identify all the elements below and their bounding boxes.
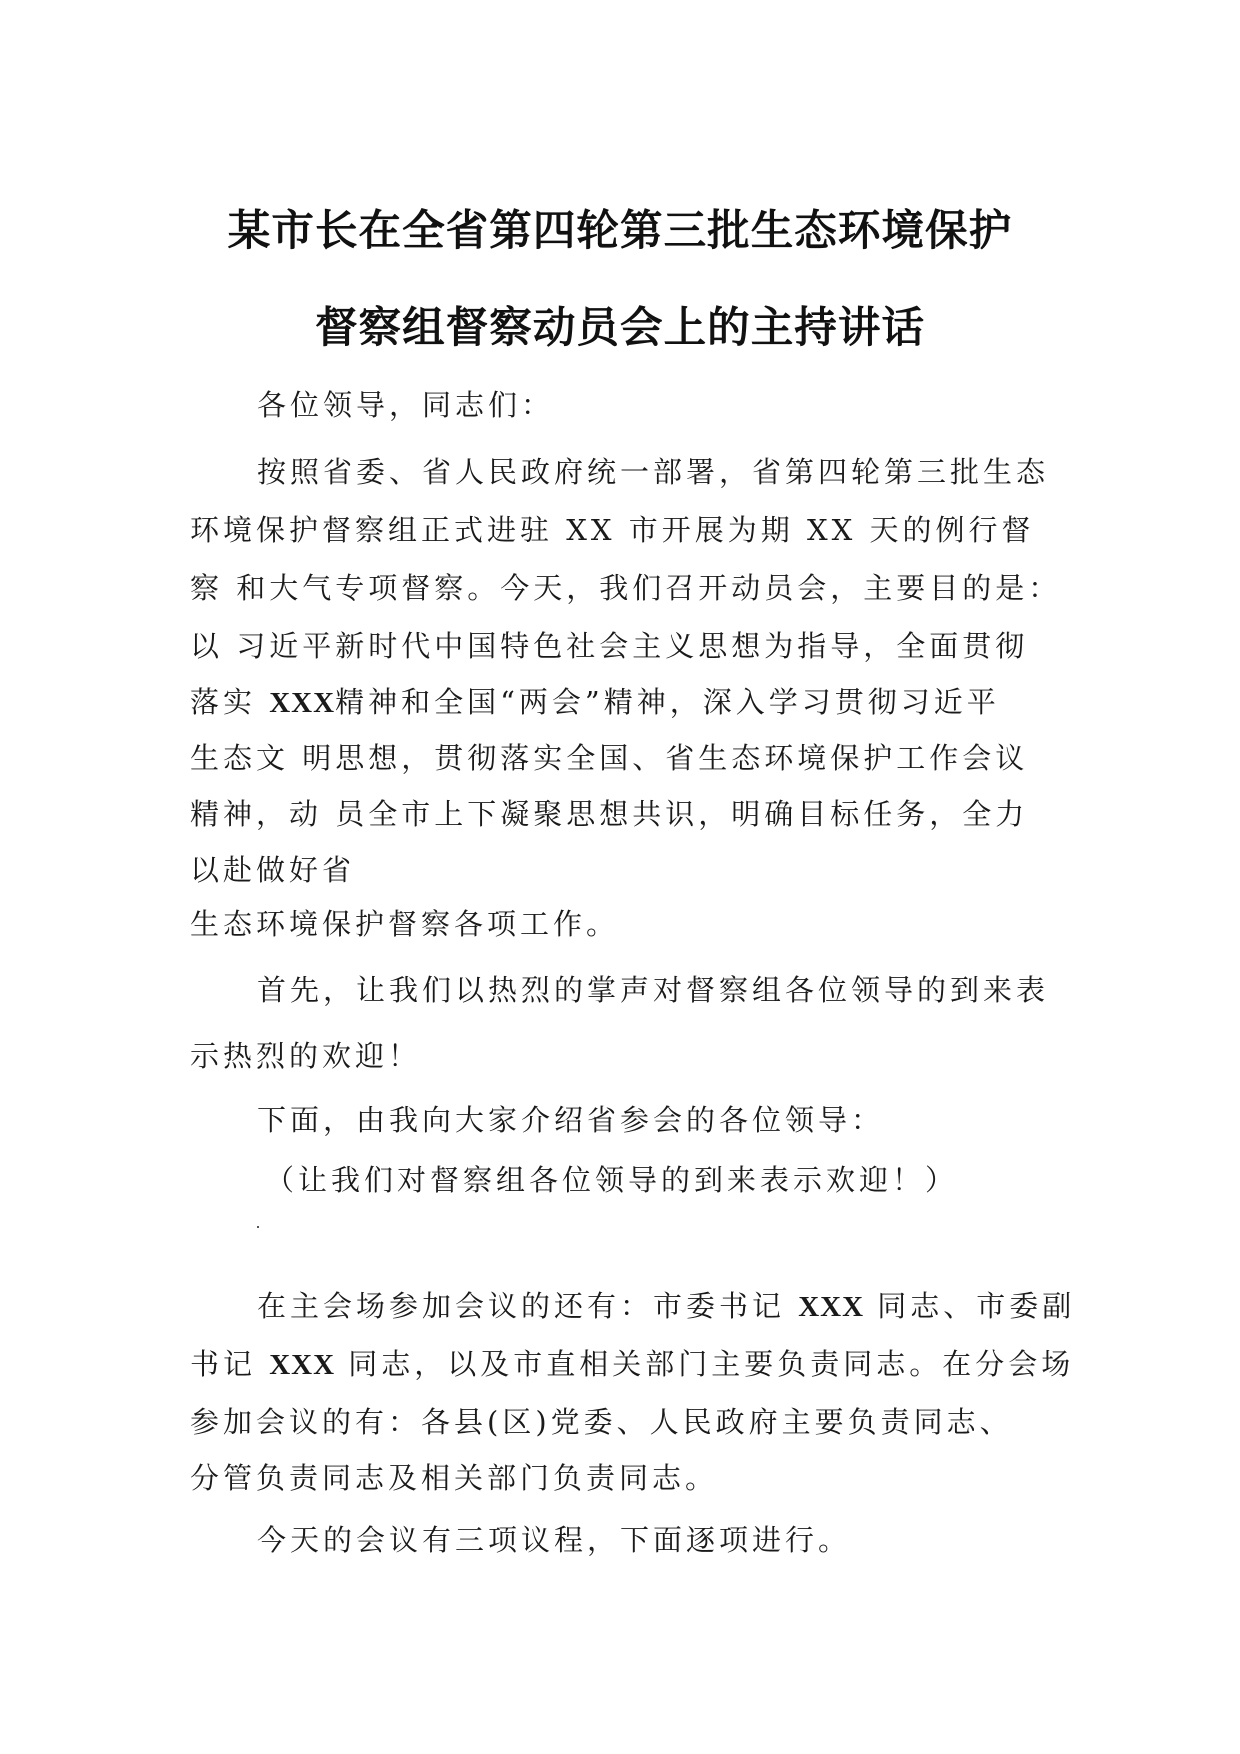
paragraph-line: 下面，由我向大家介绍省参会的各位领导： bbox=[257, 1103, 885, 1137]
text-segment: 同志、市委副 bbox=[864, 1289, 1076, 1323]
parenthetical-note: （让我们对督察组各位领导的到来表示欢迎！） bbox=[265, 1163, 959, 1197]
paragraph-line: 今天的会议有三项议程，下面逐项进行。 bbox=[257, 1523, 852, 1557]
document-title-line-2: 督察组督察动员会上的主持讲话 bbox=[314, 303, 926, 353]
document-title-line-1: 某市长在全省第四轮第三批生态环境保护 bbox=[227, 206, 1013, 256]
paragraph-line: 首先，让我们以热烈的掌声对督察组各位领导的到来表 bbox=[257, 973, 1050, 1007]
paragraph-line bbox=[190, 680, 1000, 721]
paragraph-line: 生态文 明思想，贯彻落实全国、省生态环境保护工作会议 bbox=[190, 741, 1029, 775]
paragraph-line: 环境保护督察组正式进驻 XX 市开展为期 XX 天的例行督 bbox=[190, 513, 1035, 547]
paragraph-line: 以 习近平新时代中国特色社会主义思想为指导，全面贯彻 bbox=[190, 629, 1029, 663]
placeholder-name: XXX bbox=[269, 1349, 336, 1381]
text-segment: 在主会场参加会议的还有：市委书记 bbox=[257, 1289, 799, 1323]
paragraph-line: 按照省委、省人民政府统一部署，省第四轮第三批生态 bbox=[257, 455, 1050, 489]
paragraph-line: 分管负责同志及相关部门负责同志。 bbox=[190, 1461, 719, 1495]
paragraph-line bbox=[190, 1342, 1074, 1383]
paragraph-line: 精神，动 员全市上下凝聚思想共识，明确目标任务，全力 bbox=[190, 797, 1029, 831]
paragraph-line bbox=[257, 1284, 1075, 1325]
text-segment: 精神和全国“两会”精神，深入学习贯彻习近平 bbox=[335, 685, 1000, 719]
placeholder-name: XXX bbox=[798, 1291, 865, 1323]
text-segment: 书记 bbox=[190, 1347, 270, 1381]
text-segment: 同志，以及市直相关部门主要负责同志。在分会场 bbox=[335, 1347, 1075, 1381]
paragraph-line: 以赴做好省 bbox=[190, 853, 356, 887]
paragraph-line: 生态环境保护督察各项工作。 bbox=[190, 907, 620, 941]
stray-mark bbox=[257, 1226, 259, 1228]
paragraph-line: 察 和大气专项督察。今天，我们召开动员会，主要目的是： bbox=[190, 571, 1062, 605]
placeholder-name: XXX bbox=[269, 687, 336, 719]
text-segment: 落实 bbox=[190, 685, 270, 719]
paragraph-line: 参加会议的有：各县(区)党委、人民政府主要负责同志、 bbox=[190, 1405, 1013, 1439]
paragraph-line: 示热烈的欢迎！ bbox=[190, 1039, 422, 1073]
salutation: 各位领导，同志们： bbox=[257, 388, 555, 422]
